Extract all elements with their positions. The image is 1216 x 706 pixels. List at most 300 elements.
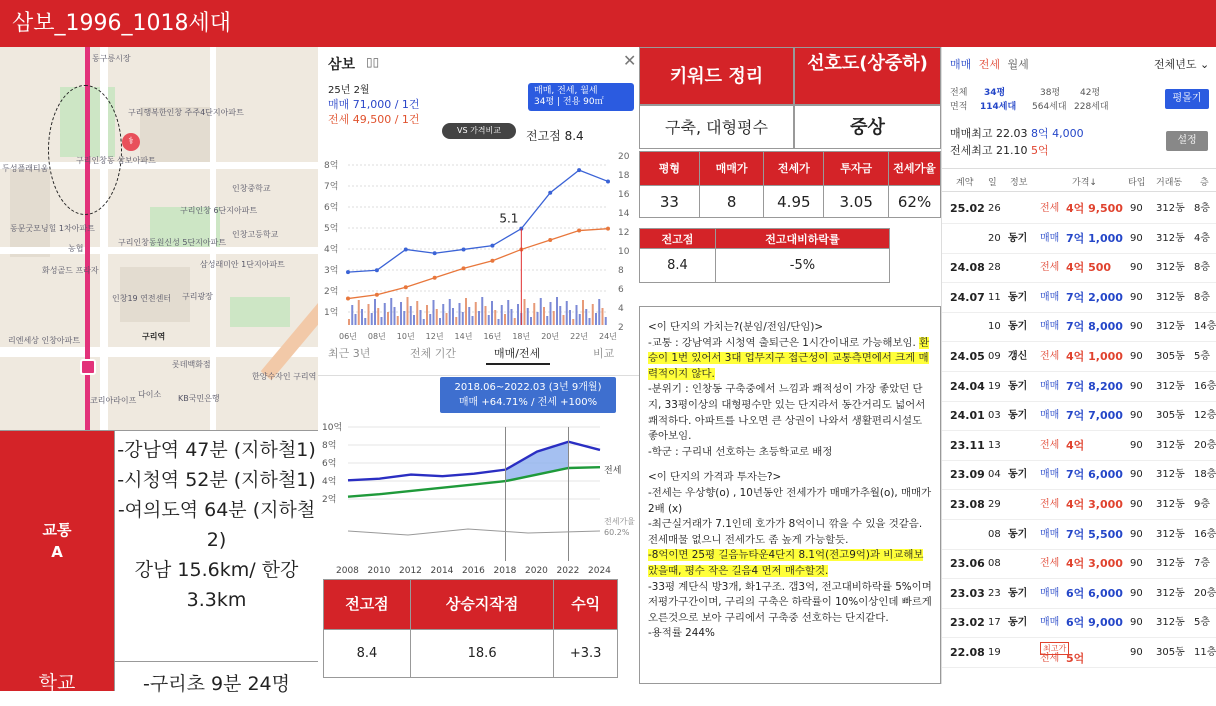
drop-header: 전고대비하락률 <box>715 229 889 249</box>
volume-bar <box>537 312 539 325</box>
volume-bar <box>481 297 483 325</box>
data-point <box>346 270 350 274</box>
building-block <box>10 167 50 257</box>
keyword-value: 구축, 대형평수 <box>639 105 794 149</box>
volume-bar <box>491 301 493 325</box>
contract-month: 23.06 <box>950 557 985 571</box>
volume-bar <box>387 312 389 325</box>
pin-icon[interactable]: ⚕ <box>122 133 140 151</box>
contract-month: 24.04 <box>950 379 985 393</box>
map-label: 코리아라이프 <box>90 396 137 405</box>
price-chart[interactable] <box>318 135 640 345</box>
deal-type: 90 <box>1130 587 1143 599</box>
x-tick-label: 2016 <box>462 566 485 576</box>
peak-label: 전고점 8.4 <box>526 129 584 143</box>
deal-price: 7억 1,000 <box>1066 231 1123 245</box>
deal-dong: 312동 <box>1156 321 1185 333</box>
deal-dong: 312동 <box>1156 380 1185 392</box>
deal-floor: 12층 <box>1194 410 1216 422</box>
summary-value: 8.4 <box>324 630 411 678</box>
deal-dong: 312동 <box>1156 262 1185 274</box>
deal-kind: 전세 <box>1040 351 1060 362</box>
volume-bar <box>592 304 594 325</box>
map-label: 농협 <box>68 244 84 253</box>
investment-table <box>639 151 941 218</box>
volume-bar <box>605 317 607 325</box>
map-label: 인창19 연전센터 <box>112 294 172 303</box>
contract-month: 23.11 <box>950 438 985 452</box>
x-tick-label: 20년 <box>541 332 560 341</box>
deal-price: 7억 5,500 <box>1066 527 1123 541</box>
deal-price: 6억 9,000 <box>1066 616 1123 630</box>
contract-month: 24.07 <box>950 290 985 304</box>
deal-dong: 312동 <box>1156 291 1185 303</box>
tab-sale[interactable]: 매매 <box>950 58 972 71</box>
preference-value: 중상 <box>794 105 941 149</box>
deal-kind: 전세 <box>1040 262 1060 274</box>
table-row[interactable] <box>942 372 1216 402</box>
deal-floor: 8층 <box>1194 291 1211 303</box>
notes-line <box>648 548 932 579</box>
volume-bar <box>498 319 500 325</box>
x-tick-label: 2014 <box>430 566 454 576</box>
x-tick-label: 16년 <box>483 332 502 341</box>
contract-month: 25.02 <box>950 202 985 215</box>
type-42[interactable]: 42평 <box>1080 88 1101 98</box>
deal-floor: 9층 <box>1194 499 1211 510</box>
volume-bar <box>598 299 600 325</box>
table-row[interactable] <box>942 579 1216 609</box>
deal-price: 7억 8,000 <box>1066 320 1123 334</box>
volume-bar <box>416 301 418 325</box>
y2-tick-label: 10 <box>618 247 630 257</box>
deal-dong: 312동 <box>1156 617 1185 629</box>
contract-day: 17 <box>988 617 1001 629</box>
table-row[interactable] <box>942 431 1216 461</box>
deal-price: 4억 3,000 <box>1066 557 1123 571</box>
table-row[interactable] <box>942 608 1216 638</box>
volume-bar <box>517 304 519 325</box>
deal-type: 90 <box>1130 617 1143 629</box>
deal-kind: 전세 <box>1040 558 1060 570</box>
volume-bar <box>368 304 370 325</box>
data-point <box>346 297 350 301</box>
deal-dong: 312동 <box>1156 439 1185 451</box>
jeonse-legend: 전세 <box>604 466 622 476</box>
drop-rate-table <box>639 228 890 283</box>
type-select-line2: 34평 | 전용 90㎡ <box>534 97 604 107</box>
volume-bar <box>446 313 448 325</box>
vs-compare-button[interactable]: VS 가격비교 <box>442 123 516 139</box>
contract-day: 19 <box>988 647 1001 658</box>
column-header: 거래동 <box>1156 178 1183 188</box>
deal-info: 동기 <box>1008 380 1028 392</box>
deal-kind: 매매 <box>1040 617 1060 629</box>
data-point <box>577 229 581 233</box>
contract-day: 11 <box>988 291 1001 303</box>
deal-type: 90 <box>1130 439 1143 451</box>
deal-price: 4억 9,500 <box>1066 202 1123 215</box>
school-text: -구리초 9분 24명 <box>114 661 318 691</box>
volume-bar <box>413 315 415 325</box>
x-tick-label: 2018 <box>493 566 517 576</box>
contract-month: 22.08 <box>950 646 985 659</box>
invest-header: 투자금 <box>824 152 889 186</box>
contract-month: 23.02 <box>950 616 985 630</box>
volume-bar <box>348 319 350 325</box>
table-row[interactable] <box>942 401 1216 431</box>
contract-day: 08 <box>988 528 1001 540</box>
volume-bar <box>559 306 561 325</box>
volume-bar <box>576 305 578 325</box>
y2-tick-label: 14 <box>618 209 630 219</box>
data-point <box>490 244 494 248</box>
contract-month: 24.01 <box>950 409 985 423</box>
volume-bar <box>381 317 383 325</box>
type-38[interactable]: 38평 <box>1040 88 1061 98</box>
volume-bar <box>582 300 584 325</box>
deal-info: 동기 <box>1008 321 1028 333</box>
volume-bar <box>485 306 487 325</box>
deal-kind: 매매 <box>1040 469 1060 481</box>
volume-bar <box>550 302 552 325</box>
type-select-button[interactable] <box>528 83 634 111</box>
deal-dong: 312동 <box>1156 469 1185 481</box>
volume-bar <box>540 298 542 325</box>
map-label: 화성골드 프라자 <box>42 266 99 275</box>
area-toggle-button[interactable]: 평몰기 <box>1165 89 1209 109</box>
tab-monthly[interactable]: 월세 <box>1007 58 1029 71</box>
deal-type: 90 <box>1130 380 1143 392</box>
volume-bar <box>501 305 503 325</box>
area-label: 면적 <box>950 102 968 112</box>
volume-bar <box>374 299 376 325</box>
drop-value: -5% <box>715 249 889 283</box>
contract-day: 10 <box>988 321 1001 333</box>
x-tick-label: 2022 <box>556 566 580 576</box>
deal-info: 동기 <box>1008 617 1028 629</box>
notes-highlight: -8억이면 25평 길음뉴타운4단지 8.1억(전고9억)과 비교해보았을때, 평수 작은 길음4 먼저 매수할것. <box>648 549 924 577</box>
volume-bar <box>371 313 373 325</box>
y2-tick-label: 16 <box>618 190 630 200</box>
book-icon[interactable]: ▯▯ <box>366 55 380 69</box>
school-label: 학교 <box>0 661 114 691</box>
deal-dong: 312동 <box>1156 587 1185 599</box>
deal-type: 90 <box>1130 558 1143 570</box>
volume-bar <box>556 297 558 325</box>
y-tick-label: 5억 <box>324 224 339 234</box>
notes-line: -33평 계단식 방3개, 화1구조. 갭3억, 전고대비하락률 5%이며 저평가구간이며, 구리의 구축은 하락률이 10%이상인데 빠르게 오른것으로 보아 구리에서 구축중 선호하는 단지같다. <box>648 580 936 624</box>
contract-day: 04 <box>988 469 1001 481</box>
deal-info: 갱신 <box>1008 351 1028 362</box>
map-label: 리엔세상 인창아파트 <box>8 336 81 345</box>
y-tick-label: 8억 <box>322 441 337 451</box>
history-chart[interactable] <box>318 413 640 579</box>
deal-kind: 전세 <box>1040 499 1060 510</box>
x-tick-label: 2010 <box>367 566 391 576</box>
invest-value: 8 <box>699 186 764 218</box>
contract-month: 23.09 <box>950 468 985 482</box>
y-tick-label: 2억 <box>324 287 339 297</box>
transport-label: 교통 A <box>0 431 114 661</box>
table-row[interactable] <box>942 342 1216 372</box>
tab-jeonse[interactable]: 전세 <box>978 58 1001 71</box>
notes-line: -최근실거래가 7.1인데 호가가 8억이니 깎을 수 있을 것같음. 전세매물 없으니 전세가도 좀 높게 가능할듯. <box>648 518 926 546</box>
invest-header: 매매가 <box>699 152 764 186</box>
invest-value: 33 <box>640 186 700 218</box>
deal-type-tabs <box>950 56 1033 72</box>
jeonse-rate-label: 전세가율 <box>604 517 635 526</box>
keyword-header: 키워드 정리 <box>639 47 794 105</box>
deal-kind: 전세 <box>1040 653 1060 664</box>
x-tick-label: 10년 <box>396 332 415 341</box>
complex-detail-panel <box>318 47 640 684</box>
map-label: 인창고등학교 <box>232 230 279 239</box>
volume-bar <box>390 298 392 325</box>
deal-kind: 매매 <box>1040 380 1060 392</box>
volume-bar <box>595 313 597 325</box>
close-icon[interactable]: ✕ <box>623 51 637 70</box>
column-header: 층 <box>1200 178 1209 188</box>
x-tick-label: 14년 <box>454 332 473 341</box>
x-tick-label: 18년 <box>512 332 531 341</box>
deal-price: 7억 6,000 <box>1066 468 1123 482</box>
deal-dong: 312동 <box>1156 499 1185 510</box>
deal-kind: 매매 <box>1040 321 1060 333</box>
deal-kind: 매매 <box>1040 291 1060 303</box>
table-row[interactable] <box>942 253 1216 283</box>
map-label: 두성플래티움 <box>2 164 49 173</box>
data-point <box>462 247 466 251</box>
volume-bar <box>429 314 431 325</box>
contract-month: 23.08 <box>950 498 985 511</box>
volume-bar <box>602 308 604 325</box>
x-tick-label: 12년 <box>425 332 444 341</box>
deal-type: 90 <box>1130 499 1143 510</box>
y-tick-label: 10억 <box>322 423 343 433</box>
contract-month: 23.03 <box>950 586 985 600</box>
settings-button[interactable]: 설정 <box>1166 131 1208 151</box>
volume-bar <box>410 306 412 325</box>
deal-dong: 312동 <box>1156 528 1185 540</box>
table-header <box>942 168 1216 192</box>
column-header[interactable]: 가격↓ <box>1072 178 1097 188</box>
divider <box>318 375 640 376</box>
contract-day: 28 <box>988 262 1001 274</box>
drop-value: 8.4 <box>640 249 716 283</box>
table-row[interactable] <box>942 549 1216 579</box>
deal-type: 90 <box>1130 203 1143 214</box>
tooltip-period: 2018.06~2022.03 (3년 9개월) <box>454 382 602 393</box>
series-line-jeonse <box>348 467 600 497</box>
deal-type: 90 <box>1130 469 1143 481</box>
volume-bar <box>527 308 529 325</box>
x-tick-label: 06년 <box>339 332 357 341</box>
invest-value: 4.95 <box>764 186 824 218</box>
volume-bar <box>572 319 574 325</box>
rate-line <box>348 529 600 535</box>
notes-line: -분위기 : 인창동 구축중에서 느낌과 쾌적성이 가장 좋았던 단지, 33평이상의 대형평수만 있는 단지라서 동간거리도 넓어서 쾌적하다. 아파트를 나오면 큰 상권이 나와서 생활편리시설도 좋아보임. <box>648 383 929 443</box>
deal-kind: 매매 <box>1040 587 1060 599</box>
contract-day: 13 <box>988 439 1001 451</box>
volume-bar <box>377 308 379 325</box>
notes-line <box>648 336 932 383</box>
y-tick-label: 8억 <box>324 161 339 171</box>
summary-header: 상승지작점 <box>410 580 553 630</box>
tooltip-change: 매매 +64.71% / 전세 +100% <box>458 397 598 408</box>
data-point <box>548 238 552 242</box>
map-label: 구리광장 <box>182 292 213 301</box>
x-tick-label: 2024 <box>588 566 611 576</box>
deal-dong: 305동 <box>1156 647 1185 658</box>
data-point <box>404 247 408 251</box>
notes-highlight: 환승이 1번 있어서 3대 업무지구 접근성이 교통측면에서 크게 매력적이지 않다. <box>648 336 930 380</box>
deal-price: 6억 6,000 <box>1066 586 1123 600</box>
volume-bar <box>426 305 428 325</box>
volume-bar <box>423 319 425 325</box>
volume-bar <box>459 303 461 325</box>
highlight-circle <box>48 85 122 215</box>
deal-info: 동기 <box>1008 528 1028 540</box>
deal-type: 90 <box>1130 647 1143 658</box>
max-sale-price: 8억 4,000 <box>1031 127 1084 140</box>
deal-price: 7억 2,000 <box>1066 290 1123 304</box>
contract-day: 09 <box>988 351 1001 362</box>
deal-dong: 305동 <box>1156 351 1185 362</box>
y2-tick-label: 4 <box>618 304 624 314</box>
year-select[interactable]: 전체년도 ⌄ <box>1154 58 1210 71</box>
table-row[interactable] <box>942 224 1216 254</box>
deal-floor: 16층 <box>1194 528 1216 540</box>
tab-recent-3y[interactable]: 최근 3년 <box>328 347 371 360</box>
volume-bar <box>433 300 435 325</box>
volume-bar <box>465 298 467 325</box>
deal-type: 90 <box>1130 262 1143 274</box>
volume-bar <box>361 309 363 325</box>
column-header: 일 <box>988 178 997 188</box>
volume-bar <box>394 307 396 325</box>
page-title: 삼보_1996_1018세대 <box>0 0 1216 47</box>
x-tick-label: 22년 <box>570 332 589 341</box>
contract-day: 23 <box>988 587 1001 599</box>
volume-bar <box>355 314 357 325</box>
deal-floor: 14층 <box>1194 321 1216 333</box>
map-label: 삼성래미안 1단지아파트 <box>200 260 285 269</box>
deal-floor: 20층 <box>1194 439 1216 451</box>
type-select-line1: 매매, 전세, 월세 <box>534 86 598 96</box>
table-row[interactable] <box>942 283 1216 313</box>
volume-bar <box>449 299 451 325</box>
deal-type: 90 <box>1130 321 1143 333</box>
map-label: 구리인창 6단지아파트 <box>180 206 258 215</box>
map-label: 한양수자인 구리역 <box>252 372 317 381</box>
tab-all-period[interactable]: 전체 기간 <box>410 347 457 360</box>
tab-compare[interactable]: 비교 <box>593 347 615 360</box>
jeonse-rate-value: 60.2% <box>604 528 630 537</box>
data-point <box>606 227 610 231</box>
volume-bar <box>504 314 506 325</box>
data-point <box>375 268 379 272</box>
max-sale-label: 매매최고 22.03 <box>950 127 1028 140</box>
deal-price: 7억 7,000 <box>1066 409 1123 423</box>
map[interactable] <box>0 47 318 430</box>
area-42: 228세대 <box>1074 102 1109 112</box>
map-label: 인창중학교 <box>232 184 271 193</box>
table-row[interactable] <box>942 490 1216 520</box>
table-row[interactable] <box>942 460 1216 490</box>
area-34: 114세대 <box>980 102 1017 112</box>
volume-bar <box>384 303 386 325</box>
volume-bar <box>364 318 366 325</box>
y-tick-label: 2억 <box>322 495 337 505</box>
deal-floor: 16층 <box>1194 380 1216 392</box>
contract-day: 03 <box>988 410 1001 422</box>
deal-dong: 312동 <box>1156 232 1185 244</box>
deal-price: 7억 8,200 <box>1066 379 1123 393</box>
deal-dong: 305동 <box>1156 410 1185 422</box>
volume-bar <box>569 310 571 325</box>
invest-header: 평형 <box>640 152 700 186</box>
notes-line: -학군 : 구리내 선호하는 초등학교로 배정 <box>648 445 833 458</box>
table-row[interactable] <box>942 312 1216 342</box>
max-jeonse-label: 전세최고 21.10 <box>950 144 1028 157</box>
analysis-notes <box>639 306 941 684</box>
map-label: 동문굿모닝힐 1차아파트 <box>10 224 95 233</box>
transport-table <box>0 430 318 695</box>
deal-floor: 8층 <box>1194 203 1211 214</box>
area-38: 564세대 <box>1032 102 1067 112</box>
volume-bar <box>455 317 457 325</box>
summary-header: 전고점 <box>324 580 411 630</box>
contract-day: 20 <box>988 232 1001 244</box>
volume-bar <box>488 315 490 325</box>
type-34[interactable]: 34평 <box>984 88 1006 98</box>
map-label: 구리역 <box>142 332 166 341</box>
table-row[interactable] <box>942 520 1216 550</box>
deal-floor: 5층 <box>1194 617 1211 629</box>
map-label: KB국민은행 <box>178 394 220 403</box>
volume-bar <box>563 315 565 325</box>
invest-value: 3.05 <box>824 186 889 218</box>
volume-bar <box>514 318 516 325</box>
subway-station-icon[interactable] <box>80 359 96 375</box>
table-row[interactable] <box>942 194 1216 224</box>
transactions-panel <box>941 47 1216 684</box>
x-tick-label: 2008 <box>336 566 359 576</box>
tab-sale-jeonse[interactable]: 매매/전세 <box>494 347 541 360</box>
max-jeonse-price: 5억 <box>1031 144 1049 157</box>
data-point <box>433 276 437 280</box>
volume-bar <box>358 300 360 325</box>
contract-day: 26 <box>988 203 1001 214</box>
deal-floor: 18층 <box>1194 469 1216 481</box>
column-header: 정보 <box>1010 178 1028 188</box>
deal-type: 90 <box>1130 291 1143 303</box>
volume-bar <box>511 309 513 325</box>
contract-day: 19 <box>988 380 1001 392</box>
x-tick-label: 2020 <box>525 566 548 576</box>
map-label: 롯데백화점 <box>172 360 211 369</box>
table-row[interactable] <box>942 638 1216 668</box>
period-tooltip <box>440 377 616 413</box>
y-tick-label: 6억 <box>322 459 337 469</box>
deal-price: 4억 3,000 <box>1066 498 1123 511</box>
deal-kind: 매매 <box>1040 528 1060 540</box>
deal-info: 동기 <box>1008 232 1028 244</box>
complex-name: 삼보 <box>328 57 356 73</box>
notes-spacer <box>648 460 932 470</box>
summary-value: 18.6 <box>410 630 553 678</box>
